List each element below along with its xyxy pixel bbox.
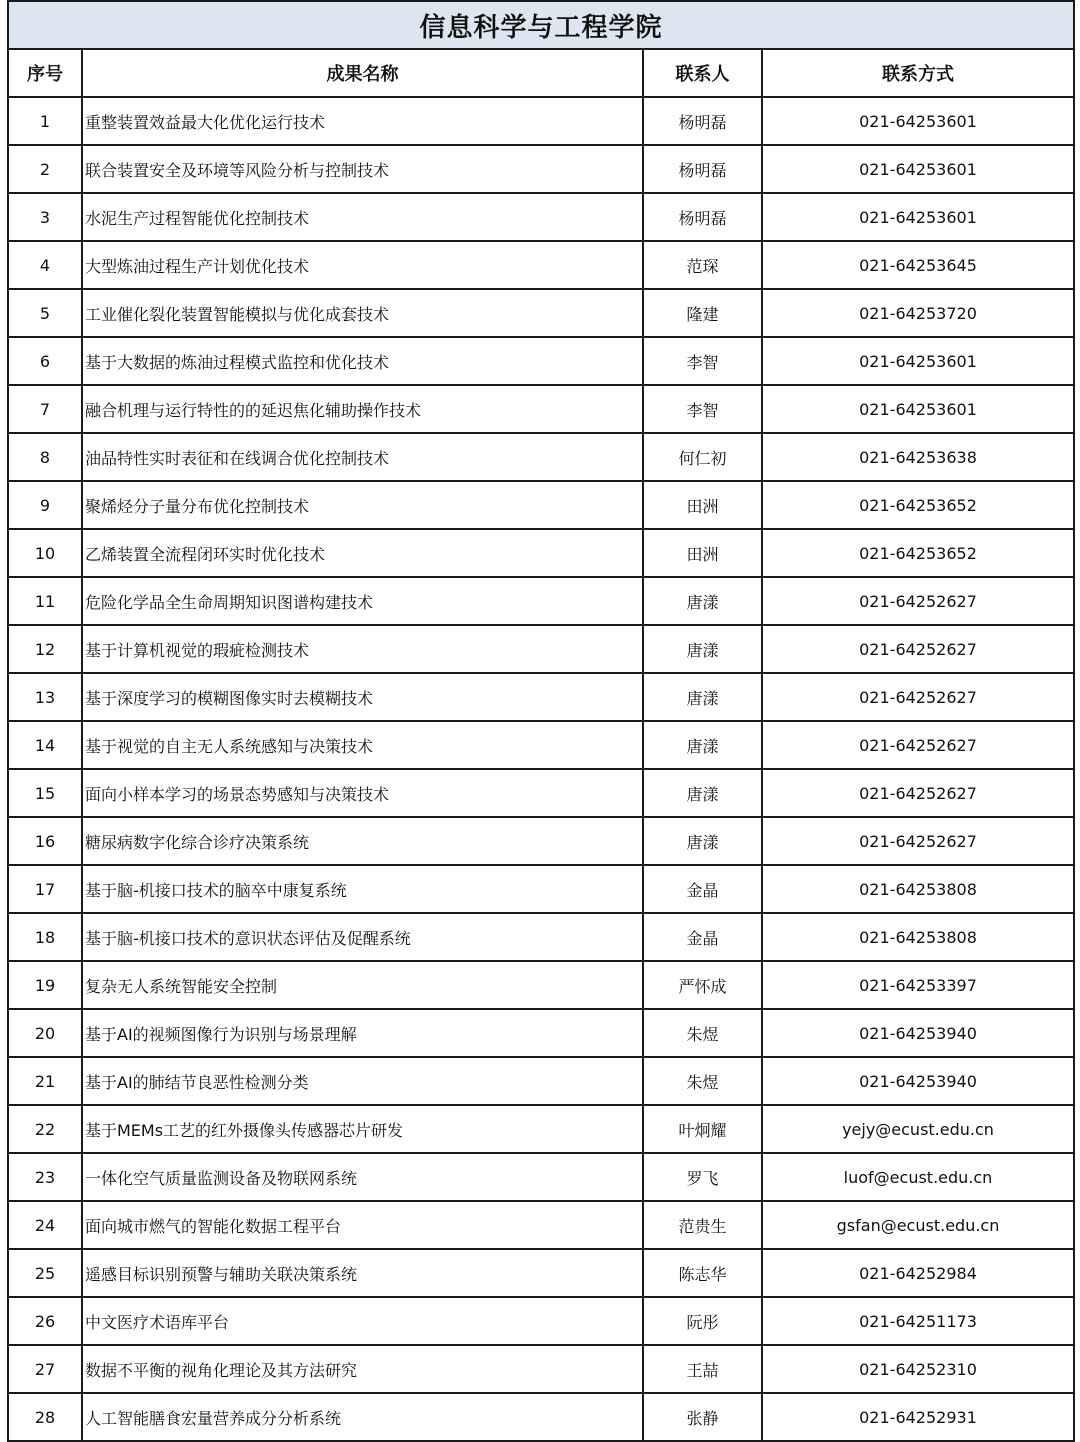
cell-no: 26 (8, 1297, 82, 1345)
cell-no: 13 (8, 673, 82, 721)
cell-no: 22 (8, 1105, 82, 1153)
cell-name: 遥感目标识别预警与辅助关联决策系统 (82, 1249, 643, 1297)
table-row (8, 1009, 1074, 1057)
cell-no: 6 (8, 337, 82, 385)
cell-person: 张静 (643, 1393, 762, 1441)
cell-contact: 021-64252931 (762, 1393, 1074, 1441)
cell-person: 田洲 (643, 529, 762, 577)
cell-contact: 021-64253601 (762, 193, 1074, 241)
cell-person: 金晶 (643, 865, 762, 913)
table-row (8, 1153, 1074, 1201)
cell-person: 唐漾 (643, 577, 762, 625)
table-row (8, 337, 1074, 385)
cell-contact: 021-64253940 (762, 1057, 1074, 1105)
cell-contact: 021-64253601 (762, 337, 1074, 385)
table-row (8, 865, 1074, 913)
cell-no: 9 (8, 481, 82, 529)
cell-person: 严怀成 (643, 961, 762, 1009)
header-contact: 联系方式 (762, 49, 1074, 97)
cell-contact: 021-64253808 (762, 865, 1074, 913)
cell-contact: 021-64253720 (762, 289, 1074, 337)
cell-no: 18 (8, 913, 82, 961)
cell-person: 范贵生 (643, 1201, 762, 1249)
cell-person: 田洲 (643, 481, 762, 529)
cell-name: 聚烯烃分子量分布优化控制技术 (82, 481, 643, 529)
cell-contact: 021-64252627 (762, 817, 1074, 865)
table-row (8, 1393, 1074, 1441)
achievements-table-sheet (7, 0, 1073, 1442)
cell-contact: 021-64253652 (762, 481, 1074, 529)
cell-no: 12 (8, 625, 82, 673)
table-body (8, 97, 1074, 1441)
cell-person: 朱煜 (643, 1009, 762, 1057)
cell-name: 基于脑-机接口技术的意识状态评估及促醒系统 (82, 913, 643, 961)
cell-name: 基于MEMs工艺的红外摄像头传感器芯片研发 (82, 1105, 643, 1153)
table-row (8, 241, 1074, 289)
cell-person: 叶炯耀 (643, 1105, 762, 1153)
cell-person: 罗飞 (643, 1153, 762, 1201)
cell-person: 唐漾 (643, 721, 762, 769)
cell-person: 唐漾 (643, 673, 762, 721)
cell-name: 油品特性实时表征和在线调合优化控制技术 (82, 433, 643, 481)
cell-no: 28 (8, 1393, 82, 1441)
cell-no: 4 (8, 241, 82, 289)
cell-person: 唐漾 (643, 625, 762, 673)
cell-no: 25 (8, 1249, 82, 1297)
cell-no: 7 (8, 385, 82, 433)
cell-no: 21 (8, 1057, 82, 1105)
cell-contact: gsfan@ecust.edu.cn (762, 1201, 1074, 1249)
cell-contact: 021-64252627 (762, 673, 1074, 721)
table-row (8, 433, 1074, 481)
cell-person: 杨明磊 (643, 193, 762, 241)
table-row (8, 193, 1074, 241)
table-row (8, 913, 1074, 961)
table-row (8, 721, 1074, 769)
cell-no: 23 (8, 1153, 82, 1201)
cell-person: 王喆 (643, 1345, 762, 1393)
table-row (8, 1201, 1074, 1249)
cell-no: 15 (8, 769, 82, 817)
table-row (8, 385, 1074, 433)
table-row (8, 1345, 1074, 1393)
cell-name: 基于深度学习的模糊图像实时去模糊技术 (82, 673, 643, 721)
cell-contact: 021-64252627 (762, 769, 1074, 817)
cell-no: 8 (8, 433, 82, 481)
cell-person: 唐漾 (643, 769, 762, 817)
table-title: 信息科学与工程学院 (8, 1, 1074, 49)
cell-name: 基于AI的视频图像行为识别与场景理解 (82, 1009, 643, 1057)
cell-no: 2 (8, 145, 82, 193)
cell-name: 基于计算机视觉的瑕疵检测技术 (82, 625, 643, 673)
header-no: 序号 (8, 49, 82, 97)
table-row (8, 481, 1074, 529)
cell-contact: 021-64253601 (762, 97, 1074, 145)
cell-no: 24 (8, 1201, 82, 1249)
cell-no: 16 (8, 817, 82, 865)
table-row (8, 1249, 1074, 1297)
cell-person: 何仁初 (643, 433, 762, 481)
cell-no: 5 (8, 289, 82, 337)
cell-name: 工业催化裂化装置智能模拟与优化成套技术 (82, 289, 643, 337)
cell-no: 11 (8, 577, 82, 625)
cell-person: 李智 (643, 385, 762, 433)
cell-no: 27 (8, 1345, 82, 1393)
cell-name: 复杂无人系统智能安全控制 (82, 961, 643, 1009)
cell-name: 面向小样本学习的场景态势感知与决策技术 (82, 769, 643, 817)
cell-name: 基于视觉的自主无人系统感知与决策技术 (82, 721, 643, 769)
header-person: 联系人 (643, 49, 762, 97)
cell-name: 重整装置效益最大化优化运行技术 (82, 97, 643, 145)
header-name: 成果名称 (82, 49, 643, 97)
cell-person: 金晶 (643, 913, 762, 961)
cell-name: 数据不平衡的视角化理论及其方法研究 (82, 1345, 643, 1393)
table-row (8, 145, 1074, 193)
cell-contact: 021-64252627 (762, 625, 1074, 673)
cell-contact: 021-64251173 (762, 1297, 1074, 1345)
table-row (8, 529, 1074, 577)
cell-person: 唐漾 (643, 817, 762, 865)
cell-name: 联合装置安全及环境等风险分析与控制技术 (82, 145, 643, 193)
cell-contact: 021-64253940 (762, 1009, 1074, 1057)
cell-person: 杨明磊 (643, 97, 762, 145)
cell-contact: 021-64253601 (762, 385, 1074, 433)
cell-name: 大型炼油过程生产计划优化技术 (82, 241, 643, 289)
cell-contact: 021-64253397 (762, 961, 1074, 1009)
table-row (8, 1297, 1074, 1345)
cell-name: 水泥生产过程智能优化控制技术 (82, 193, 643, 241)
cell-person: 范琛 (643, 241, 762, 289)
cell-name: 糖尿病数字化综合诊疗决策系统 (82, 817, 643, 865)
cell-contact: 021-64253601 (762, 145, 1074, 193)
cell-no: 20 (8, 1009, 82, 1057)
cell-contact: luof@ecust.edu.cn (762, 1153, 1074, 1201)
cell-no: 1 (8, 97, 82, 145)
table-row (8, 817, 1074, 865)
table-row (8, 1105, 1074, 1153)
cell-no: 17 (8, 865, 82, 913)
achievements-table (7, 0, 1075, 1442)
cell-name: 一体化空气质量监测设备及物联网系统 (82, 1153, 643, 1201)
cell-no: 10 (8, 529, 82, 577)
cell-name: 融合机理与运行特性的的延迟焦化辅助操作技术 (82, 385, 643, 433)
cell-contact: yejy@ecust.edu.cn (762, 1105, 1074, 1153)
cell-name: 人工智能膳食宏量营养成分分析系统 (82, 1393, 643, 1441)
cell-contact: 021-64252627 (762, 721, 1074, 769)
cell-name: 基于大数据的炼油过程模式监控和优化技术 (82, 337, 643, 385)
cell-person: 杨明磊 (643, 145, 762, 193)
table-row (8, 961, 1074, 1009)
cell-no: 3 (8, 193, 82, 241)
cell-name: 危险化学品全生命周期知识图谱构建技术 (82, 577, 643, 625)
cell-person: 李智 (643, 337, 762, 385)
cell-contact: 021-64253652 (762, 529, 1074, 577)
cell-name: 基于脑-机接口技术的脑卒中康复系统 (82, 865, 643, 913)
cell-contact: 021-64253808 (762, 913, 1074, 961)
cell-name: 基于AI的肺结节良恶性检测分类 (82, 1057, 643, 1105)
table-row (8, 769, 1074, 817)
cell-name: 面向城市燃气的智能化数据工程平台 (82, 1201, 643, 1249)
cell-person: 朱煜 (643, 1057, 762, 1105)
table-row (8, 1057, 1074, 1105)
cell-name: 乙烯装置全流程闭环实时优化技术 (82, 529, 643, 577)
cell-contact: 021-64252984 (762, 1249, 1074, 1297)
cell-no: 19 (8, 961, 82, 1009)
table-row (8, 625, 1074, 673)
table-row (8, 289, 1074, 337)
cell-no: 14 (8, 721, 82, 769)
cell-person: 阮彤 (643, 1297, 762, 1345)
cell-name: 中文医疗术语库平台 (82, 1297, 643, 1345)
table-header-row (8, 49, 1074, 97)
cell-contact: 021-64253638 (762, 433, 1074, 481)
table-row (8, 673, 1074, 721)
cell-person: 陈志华 (643, 1249, 762, 1297)
cell-contact: 021-64253645 (762, 241, 1074, 289)
table-row (8, 97, 1074, 145)
cell-contact: 021-64252627 (762, 577, 1074, 625)
cell-contact: 021-64252310 (762, 1345, 1074, 1393)
cell-person: 隆建 (643, 289, 762, 337)
table-row (8, 577, 1074, 625)
